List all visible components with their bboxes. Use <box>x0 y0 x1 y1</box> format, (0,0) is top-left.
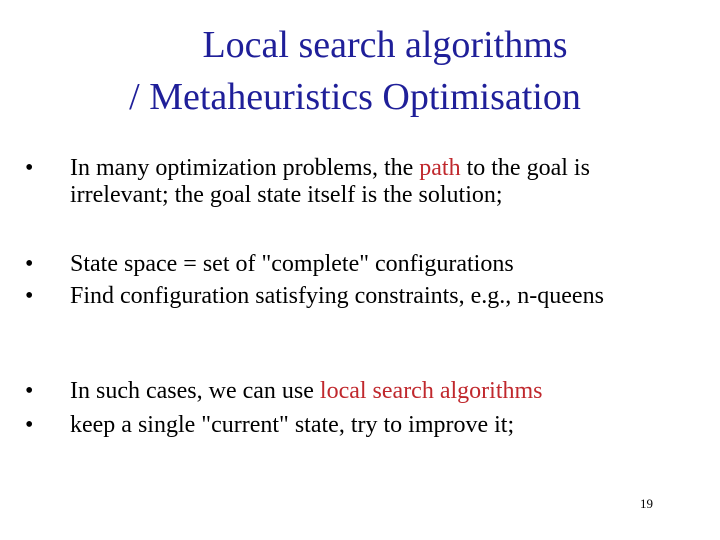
bullet-local-search <box>25 378 685 405</box>
bullet-text-part: to the goal is irrelevant; the goal state itself is the solution; <box>70 155 590 208</box>
bullet-text: Find configuration satisfying constraints, e.g., n-queens <box>70 283 604 309</box>
bullet-text-part: In such cases, we can use <box>70 378 320 404</box>
bullet-marker: • <box>25 412 34 438</box>
slide-title-line-2: / Metaheuristics Optimisation <box>129 76 581 118</box>
bullet-text <box>70 378 685 405</box>
bullet-keep-single-state <box>25 412 685 439</box>
bullet-find-configuration <box>25 283 685 310</box>
bullet-marker: • <box>25 155 34 181</box>
bullet-path-irrelevant <box>25 155 685 209</box>
bullet-text <box>70 155 685 209</box>
bullet-text-part: In many optimization problems, the <box>70 155 420 181</box>
bullet-marker: • <box>25 283 34 309</box>
bullet-text: State space = set of "complete" configurations <box>70 251 514 277</box>
highlight-path: path <box>419 155 461 181</box>
highlight-local-search: local search algorithms <box>319 378 543 404</box>
bullet-marker: • <box>25 251 34 277</box>
bullet-state-space <box>25 251 685 278</box>
page-number: 19 <box>640 496 653 511</box>
bullet-marker: • <box>25 378 34 404</box>
bullet-text: keep a single "current" state, try to improve it; <box>70 412 515 438</box>
slide-title-line-1: Local search algorithms <box>202 24 568 66</box>
